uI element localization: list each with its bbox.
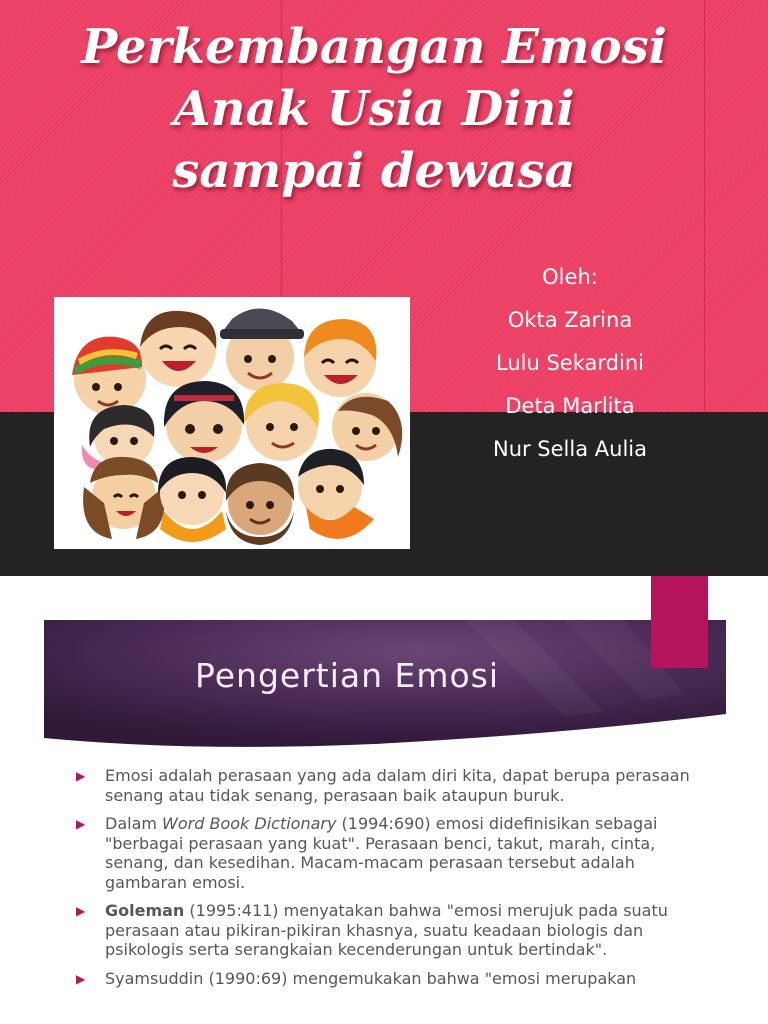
author-name: Goleman [105, 901, 185, 920]
child-face [164, 381, 244, 463]
definition-slide [0, 576, 768, 1024]
triangle-arrow-right-icon: ▶ [76, 769, 86, 783]
author-name: Nur Sella Aulia [492, 437, 647, 461]
accent-tab [651, 576, 708, 668]
bullet-list [76, 766, 696, 997]
bullet-text: Dalam [105, 814, 163, 833]
author-name: Lulu Sekardini [496, 351, 644, 375]
author-name: Deta Marlita [505, 394, 635, 418]
slide-title [20, 16, 728, 202]
triangle-arrow-right-icon: ▶ [76, 904, 86, 918]
child-face [158, 457, 226, 542]
bullet-item [76, 901, 696, 960]
triangle-arrow-right-icon: ▶ [76, 817, 86, 831]
triangle-arrow-right-icon: ▶ [76, 971, 86, 986]
bullet-text: Emosi adalah perasaan yang ada dalam diri kita, dapat berupa perasaan senang atau tidak senang, perasaan baik ataupun buruk. [105, 766, 690, 805]
cartoon-children-faces-icon [54, 297, 410, 549]
bullet-text: (1995:411) menyatakan bahwa "emosi merujuk pada suatu perasaan atau pikiran-pikiran khasnya, suatu keadaan biologis dan psikologis serta serangkaian kecenderungan untuk bertindak". [105, 901, 668, 959]
child-face [226, 463, 294, 545]
child-face [72, 337, 146, 415]
bullet-item [76, 969, 696, 989]
child-face [83, 457, 165, 539]
title-line: Perkembangan Emosi [81, 19, 667, 75]
child-face [298, 449, 374, 539]
authors-block [450, 258, 690, 473]
title-line: Anak Usia Dini [173, 81, 575, 137]
bullet-text: Syamsuddin (1990:69) mengemukakan bahwa "emosi merupakan [105, 968, 637, 988]
bullet-text: (1994:690) emosi didefinisikan sebagai "berbagai perasaan yang kuat". Perasaan benci, takut, marah, cinta, senang, dan kesedihan. Macam-macam perasaan tersebut adalah gambaran emosi. [105, 814, 658, 892]
authors-label: Oleh: [542, 265, 598, 289]
slide-title: Pengertian Emosi [195, 656, 500, 695]
children-illustration [54, 297, 410, 549]
child-face [220, 308, 304, 391]
child-face [244, 383, 319, 461]
child-face [332, 393, 402, 461]
child-face [140, 311, 216, 387]
title-line: sampai dewasa [172, 143, 576, 199]
bullet-item [76, 814, 696, 892]
child-face [304, 319, 376, 397]
author-name: Okta Zarina [507, 308, 633, 332]
book-title: Word Book Dictionary [162, 814, 337, 833]
bullet-item [76, 766, 696, 805]
